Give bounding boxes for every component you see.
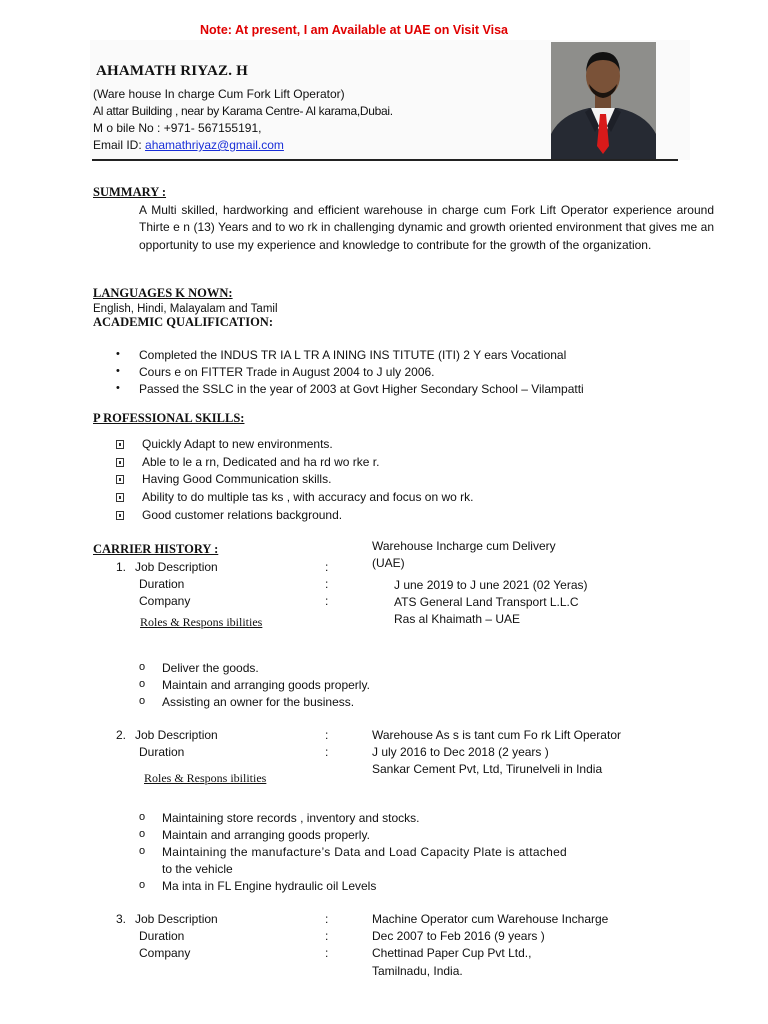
job1-title-location: (UAE) — [372, 556, 405, 570]
job2-job-label: Job Description — [135, 728, 218, 742]
candidate-address: Al attar Building , near by Karama Centre- Al karama,Dubai. — [93, 104, 393, 118]
colon: : — [325, 929, 329, 943]
bullet-dot: • — [116, 365, 120, 377]
header-divider — [92, 159, 678, 161]
academic-item: Completed the INDUS TR IA L TR A INING INS TITUTE (ITI) 2 Y ears Vocational — [139, 348, 567, 362]
job2-duty: Maintaining the manufacture’s Data and Load Capacity Plate is attached — [162, 845, 568, 859]
colon: : — [325, 577, 329, 591]
skills-heading: P ROFESSIONAL SKILLS: — [93, 411, 245, 425]
job2-roles-heading: Roles & Respons ibilities — [144, 771, 267, 785]
bullet-o: o — [139, 845, 146, 857]
job3-company: Chettinad Paper Cup Pvt Ltd., — [372, 946, 532, 960]
colon: : — [325, 560, 329, 574]
job1-company: ATS General Land Transport L.L.C — [394, 595, 579, 609]
skill-item: Able to le a rn, Dedicated and ha rd wo rke r. — [142, 455, 380, 469]
availability-note: Note: At present, I am Available at UAE on Visit Visa — [200, 23, 508, 37]
email-label: Email ID: — [93, 138, 146, 152]
job3-title: Machine Operator cum Warehouse Incharge — [372, 912, 609, 926]
job2-duty-continuation: to the vehicle — [162, 862, 233, 876]
languages-heading: LANGUAGES K NOWN: — [93, 286, 233, 300]
job1-duty: Deliver the goods. — [162, 661, 259, 675]
job2-duty: Maintaining store records , inventory and stocks. — [162, 811, 420, 825]
profile-photo — [551, 42, 656, 159]
skill-item: Ability to do multiple tas ks , with accuracy and focus on wo rk. — [142, 490, 474, 504]
job2-title: Warehouse As s is tant cum Fo rk Lift Operator — [372, 728, 621, 742]
checkbox-bullet-icon — [116, 458, 124, 467]
job3-company-label: Company — [139, 946, 191, 960]
candidate-name: AHAMATH RIYAZ. H — [96, 63, 248, 79]
checkbox-bullet-icon — [116, 475, 124, 484]
job2-duration: J uly 2016 to Dec 2018 (2 years ) — [372, 745, 549, 759]
email-link[interactable]: ahamathriyaz@gmail.com — [145, 138, 284, 152]
job1-job-label: Job Description — [135, 560, 218, 574]
skill-item: Quickly Adapt to new environments. — [142, 437, 333, 451]
bullet-o: o — [139, 828, 146, 840]
languages-text: English, Hindi, Malayalam and Tamil — [93, 303, 278, 315]
job1-duty: Assisting an owner for the business. — [162, 695, 355, 709]
summary-heading: SUMMARY : — [93, 185, 167, 199]
checkbox-bullet-icon — [116, 440, 124, 449]
bullet-o: o — [139, 678, 146, 690]
academic-item: Cours e on FITTER Trade in August 2004 to J uly 2006. — [139, 365, 435, 379]
job1-location: Ras al Khaimath – UAE — [394, 612, 521, 626]
job3-location: Tamilnadu, India. — [372, 964, 463, 978]
bullet-o: o — [139, 811, 146, 823]
job3-duration-label: Duration — [139, 929, 185, 943]
skill-item: Good customer relations background. — [142, 508, 343, 522]
checkbox-bullet-icon — [116, 511, 124, 520]
colon: : — [325, 594, 329, 608]
job1-duty: Maintain and arranging goods properly. — [162, 678, 370, 692]
job3-duration: Dec 2007 to Feb 2016 (9 years ) — [372, 929, 545, 943]
bullet-dot: • — [116, 382, 120, 394]
job2-duration-label: Duration — [139, 745, 185, 759]
academic-heading: ACADEMIC QUALIFICATION: — [93, 315, 273, 329]
bullet-o: o — [139, 695, 146, 707]
bullet-o: o — [139, 879, 146, 891]
bullet-o: o — [139, 661, 146, 673]
candidate-role: (Ware house In charge Cum Fork Lift Operator) — [93, 87, 345, 101]
job3-number: 3. — [116, 912, 127, 926]
colon: : — [325, 728, 329, 742]
checkbox-bullet-icon — [116, 493, 124, 502]
job1-company-label: Company — [139, 594, 191, 608]
candidate-mobile: M o bile No : +971- 567155191, — [93, 121, 262, 135]
job3-job-label: Job Description — [135, 912, 218, 926]
job1-title: Warehouse Incharge cum Delivery — [372, 539, 556, 553]
job1-duration-label: Duration — [139, 577, 185, 591]
job2-duty: Ma inta in FL Engine hydraulic oil Levels — [162, 879, 377, 893]
career-heading: CARRIER HISTORY : — [93, 542, 219, 556]
academic-item: Passed the SSLC in the year of 2003 at Govt Higher Secondary School – Vilampatti — [139, 382, 584, 396]
job1-roles-heading: Roles & Respons ibilities — [140, 615, 263, 629]
summary-text: A Multi skilled, hardworking and efficient warehouse in charge cum Fork Lift Operator experience around Thirte e n (13) Years and to wo rk in challenging dynamic and growth oriented environment that gives me an opportunity to use my experience and knowledge to contribute for the growth of the organization. — [139, 203, 714, 252]
job2-company: Sankar Cement Pvt, Ltd, Tirunelveli in India — [372, 762, 603, 776]
colon: : — [325, 745, 329, 759]
job1-duration: J une 2019 to J une 2021 (02 Yeras) — [394, 578, 588, 592]
job2-number: 2. — [116, 728, 127, 742]
skill-item: Having Good Communication skills. — [142, 472, 332, 486]
bullet-dot: • — [116, 348, 120, 360]
colon: : — [325, 912, 329, 926]
job1-number: 1. — [116, 560, 127, 574]
job2-duty: Maintain and arranging goods properly. — [162, 828, 370, 842]
candidate-email-row — [93, 138, 284, 152]
colon: : — [325, 946, 329, 960]
